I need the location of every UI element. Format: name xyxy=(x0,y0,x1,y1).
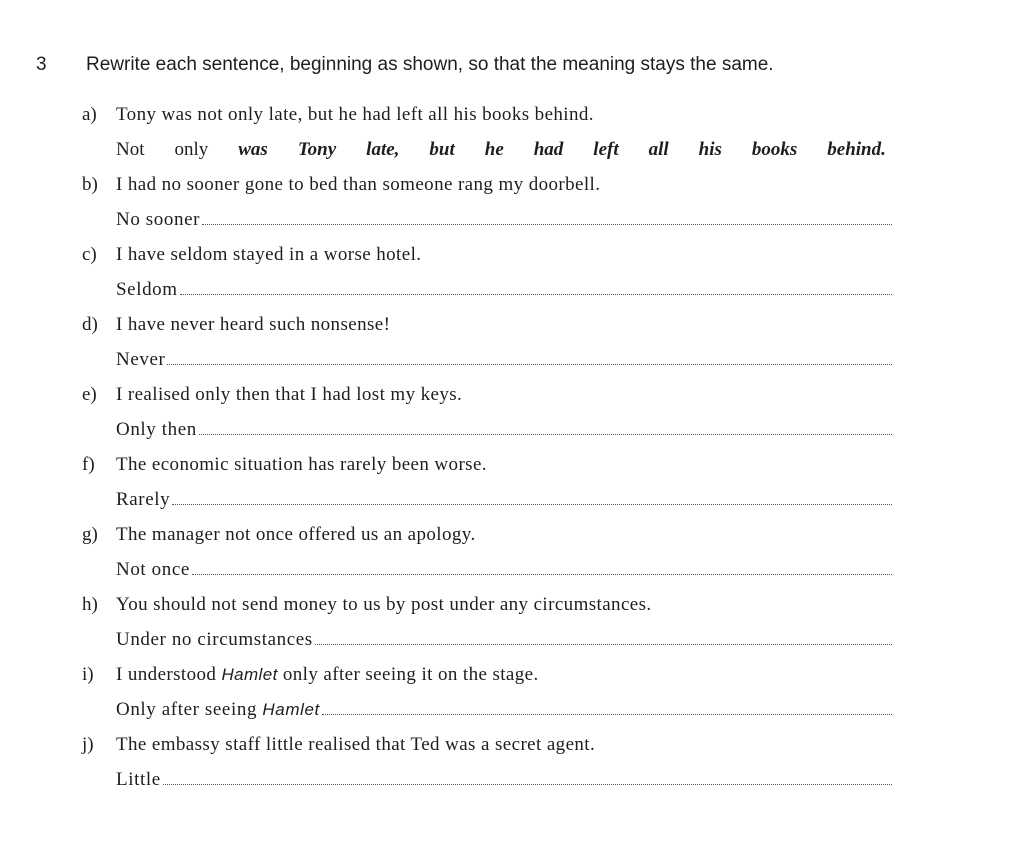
exercise-item-d xyxy=(82,311,894,381)
answer-prompt xyxy=(116,696,320,724)
example-word: his xyxy=(698,139,722,160)
example-word: had xyxy=(533,139,564,160)
answer-prompt: No sooner xyxy=(116,209,201,230)
example-word: but xyxy=(429,139,455,160)
sentence-text: I understood xyxy=(116,664,217,685)
item-letter: c) xyxy=(82,244,97,265)
item-sentence xyxy=(116,661,539,689)
item-letter: d) xyxy=(82,314,98,335)
exercise-item-c xyxy=(82,241,894,311)
item-sentence: You should not send money to us by post under any circumstances. xyxy=(116,594,652,615)
exercise-item-a xyxy=(82,101,894,171)
item-sentence: The economic situation has rarely been worse. xyxy=(116,454,487,475)
item-letter: i) xyxy=(82,664,94,685)
example-answer xyxy=(116,136,886,164)
item-letter: f) xyxy=(82,454,95,475)
answer-row xyxy=(116,766,892,794)
answer-row xyxy=(116,486,892,514)
exercise-item-b xyxy=(82,171,894,241)
answer-blank[interactable] xyxy=(172,488,892,505)
sentence-title-italic: Hamlet xyxy=(221,665,278,684)
item-letter: a) xyxy=(82,104,97,125)
exercise-items xyxy=(82,101,894,801)
exercise-item-f xyxy=(82,451,894,521)
prompt-title-italic: Hamlet xyxy=(262,700,320,719)
exercise-item-e xyxy=(82,381,894,451)
example-word: books xyxy=(751,139,798,160)
example-word: late, xyxy=(366,139,400,160)
example-word: Tony xyxy=(297,139,337,160)
example-word: all xyxy=(648,139,669,160)
example-word: left xyxy=(593,139,619,160)
answer-prompt: Little xyxy=(116,769,161,790)
answer-row xyxy=(116,416,892,444)
question-instruction: Rewrite each sentence, beginning as shown, so that the meaning stays the same. xyxy=(86,54,774,75)
item-letter: g) xyxy=(82,524,98,545)
prompt-text: Only after seeing xyxy=(116,699,258,720)
item-sentence: I had no sooner gone to bed than someone rang my doorbell. xyxy=(116,174,601,195)
answer-prompt: Seldom xyxy=(116,279,178,300)
answer-prompt: Never xyxy=(116,349,166,370)
item-sentence: I realised only then that I had lost my keys. xyxy=(116,384,463,405)
answer-blank[interactable] xyxy=(315,628,892,645)
item-letter: h) xyxy=(82,594,98,615)
item-sentence: Tony was not only late, but he had left all his books behind. xyxy=(116,104,594,125)
item-letter: b) xyxy=(82,174,98,195)
answer-blank[interactable] xyxy=(167,348,892,365)
example-word: behind. xyxy=(827,139,886,160)
item-sentence: I have seldom stayed in a worse hotel. xyxy=(116,244,422,265)
answer-row xyxy=(116,626,892,654)
exercise-item-g xyxy=(82,521,894,591)
answer-blank[interactable] xyxy=(163,768,892,785)
item-letter: j) xyxy=(82,734,94,755)
answer-row xyxy=(116,346,892,374)
item-sentence: The manager not once offered us an apology. xyxy=(116,524,476,545)
sentence-text: only after seeing it on the stage. xyxy=(282,664,539,685)
example-word: he xyxy=(484,139,504,160)
answer-prompt: Not once xyxy=(116,559,190,580)
answer-row xyxy=(116,696,892,724)
item-letter: e) xyxy=(82,384,97,405)
answer-row xyxy=(116,206,892,234)
exercise-item-j xyxy=(82,731,894,801)
item-sentence: I have never heard such nonsense! xyxy=(116,314,391,335)
example-word: only xyxy=(174,139,209,160)
answer-row xyxy=(116,556,892,584)
item-sentence: The embassy staff little realised that Ted was a secret agent. xyxy=(116,734,596,755)
answer-blank[interactable] xyxy=(192,558,892,575)
answer-blank[interactable] xyxy=(180,278,892,295)
answer-blank[interactable] xyxy=(322,698,892,715)
exercise-item-h xyxy=(82,591,894,661)
answer-blank[interactable] xyxy=(199,418,892,435)
answer-row xyxy=(116,276,892,304)
exercise-item-i xyxy=(82,661,894,731)
answer-prompt: Under no circumstances xyxy=(116,629,313,650)
question-number: 3 xyxy=(36,54,47,75)
example-word: was xyxy=(238,139,268,160)
answer-blank[interactable] xyxy=(202,208,892,225)
answer-prompt: Only then xyxy=(116,419,197,440)
answer-prompt: Rarely xyxy=(116,489,171,510)
example-word: Not xyxy=(116,139,145,160)
question-header xyxy=(36,54,936,84)
